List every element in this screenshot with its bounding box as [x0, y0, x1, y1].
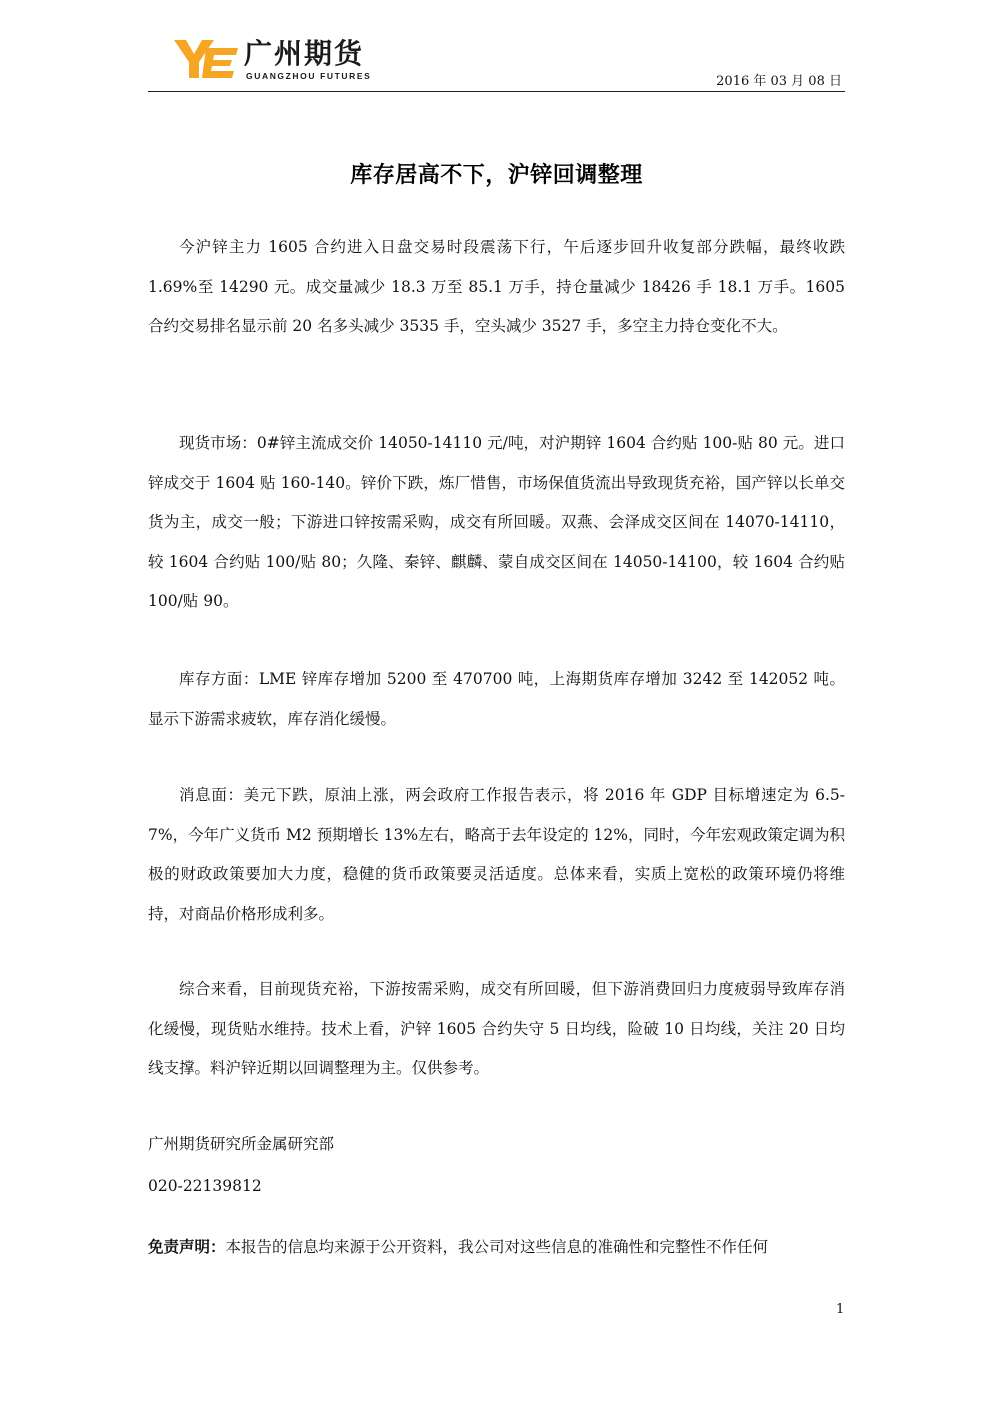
company-name: 广州期货 [244, 37, 365, 70]
disclaimer-text: 本报告的信息均来源于公开资料，我公司对这些信息的准确性和完整性不作任何 [225, 1238, 769, 1256]
header-divider [148, 91, 845, 92]
paragraph-inventory: 库存方面：LME 锌库存增加 5200 至 470700 吨，上海期货库存增加 3242 至 142052 吨。显示下游需求疲软，库存消化缓慢。 [148, 670, 845, 728]
research-department: 广州期货研究所金属研究部 [148, 1135, 335, 1153]
paragraph-spot-market: 现货市场：0#锌主流成交价 14050-14110 元/吨，对沪期锌 1604 合约贴 100-贴 80 元。进口锌成交于 1604 贴 160-140。锌价下跌，炼厂惜售，市场保值货流出导致现货充裕，国产锌以长单交货为主，成交一般；下游进口锌按需采购，成交有所回暖。双燕、会泽成交区间在 14070-14110，较 1604 合约贴 100/贴 80；久隆、秦锌、麒麟、蒙自成交区间在 14050-14100，较 1604 合约贴 100/贴 90。 [148, 434, 845, 610]
disclaimer [148, 1235, 845, 1259]
company-logo [172, 38, 382, 86]
paragraph-conclusion: 综合来看，目前现货充裕，下游按需采购，成交有所回暖，但下游消费回归力度疲弱导致库存消化缓慢，现货贴水维持。技术上看，沪锌 1605 合约失守 5 日均线，险破 10 日均线，关注 20 日均线支撑。料沪锌近期以回调整理为主。仅供参考。 [148, 980, 845, 1077]
logo-mark-icon [172, 38, 240, 80]
report-date: 2016 年 03 月 08 日 [716, 74, 842, 89]
company-name-en: GUANGZHOU FUTURES [246, 71, 372, 81]
page-number: 1 [836, 1302, 845, 1317]
paragraph-market-summary: 今沪锌主力 1605 合约进入日盘交易时段震荡下行，午后逐步回升收复部分跌幅，最终收跌 1.69%至 14290 元。成交量减少 18.3 万至 85.1 万手，持仓量减少 18426 手 18.1 万手。1605 合约交易排名显示前 20 名多头减少 3535 手，空头减少 3527 手，多空主力持仓变化不大。 [148, 238, 845, 335]
report-title: 库存居高不下，沪锌回调整理 [350, 162, 643, 188]
paragraph-news: 消息面：美元下跌，原油上涨，两会政府工作报告表示，将 2016 年 GDP 目标增速定为 6.5-7%，今年广义货币 M2 预期增长 13%左右，略高于去年设定的 12%，同时，今年宏观政策定调为积极的财政政策要加大力度，稳健的货币政策要灵活适度。总体来看，实质上宽松的政策环境仍将维持，对商品价格形成利多。 [148, 786, 845, 923]
contact-phone: 020-22139812 [148, 1177, 262, 1195]
disclaimer-label: 免责声明： [148, 1237, 226, 1256]
